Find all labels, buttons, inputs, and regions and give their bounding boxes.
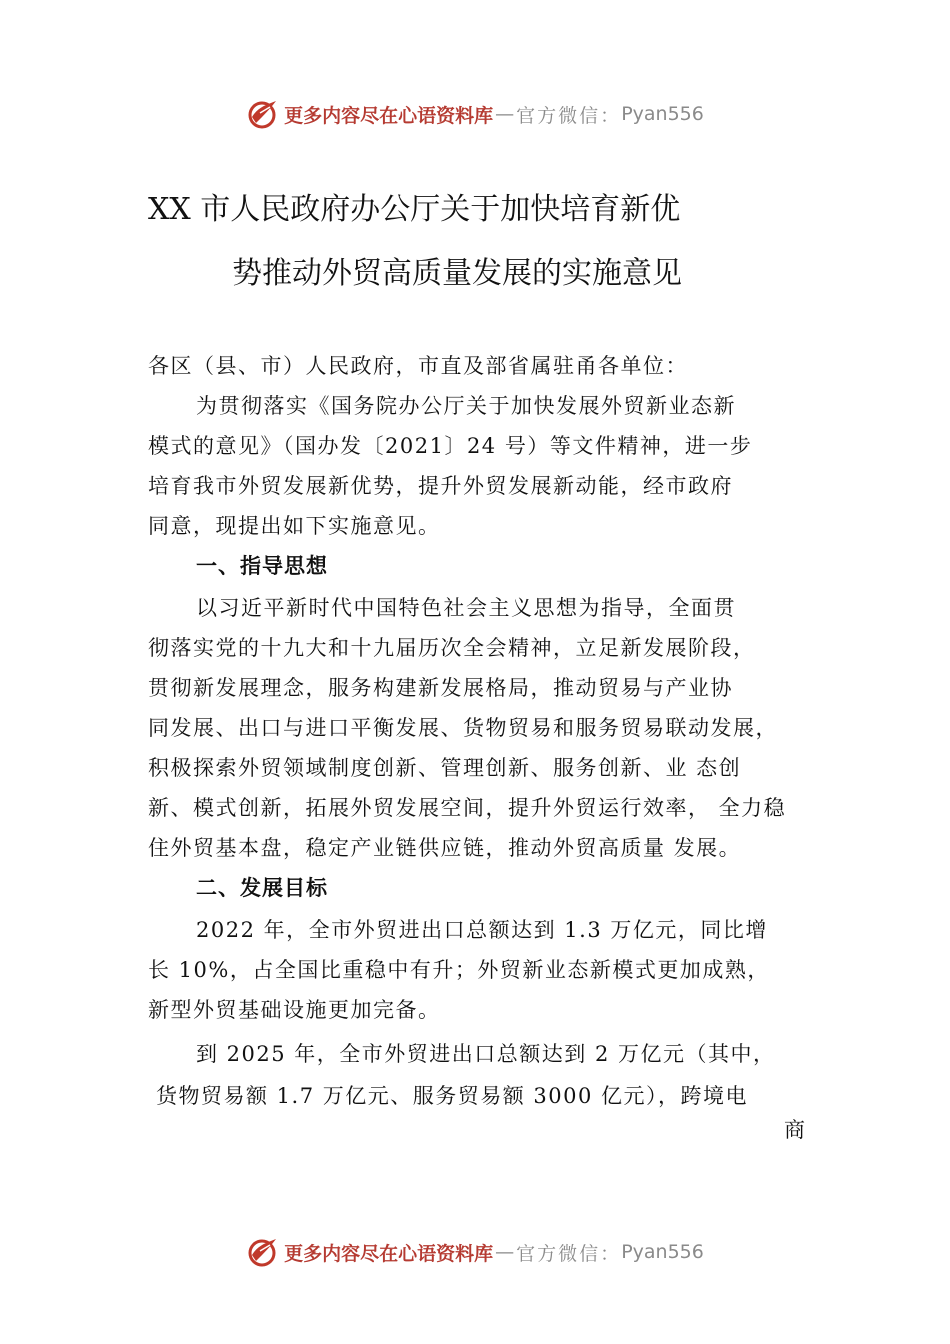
banner-wechat-label: 官方微信： — [516, 1242, 622, 1265]
banner-wechat-id: Pyan556 — [621, 1241, 704, 1263]
banner-wechat-id: Pyan556 — [621, 103, 704, 125]
brush-logo-icon — [246, 97, 280, 131]
para3-line: 到 2025 年，全市外贸进出口总额达到 2 万亿元（其中， — [196, 1042, 776, 1066]
footer-watermark-banner — [0, 1232, 950, 1272]
banner-dash: — — [495, 1241, 515, 1263]
section-heading-1: 一、指导思想 — [196, 554, 328, 578]
banner-dash: — — [495, 103, 515, 125]
para1-line: 贯彻新发展理念，服务构建新发展格局，推动贸易与产业协 — [148, 676, 733, 700]
salutation: 各区（县、市）人民政府，市直及部省属驻甬各单位： — [148, 354, 688, 378]
para3-line: 货物贸易额 1.7 万亿元、服务贸易额 3000 亿元），跨境电 — [156, 1084, 749, 1108]
section-heading-2: 二、发展目标 — [196, 876, 328, 900]
banner-text: 更多内容尽在心语资料库 — [284, 1242, 494, 1265]
para1-line: 同发展、出口与进口平衡发展、货物贸易和服务贸易联动发展， — [148, 716, 778, 740]
intro-line: 模式的意见》（国办发〔2021〕24 号）等文件精神，进一步 — [148, 434, 753, 458]
para2-line: 长 10%，占全国比重稳中有升；外贸新业态新模式更加成熟， — [148, 958, 770, 982]
para2-line: 新型外贸基础设施更加完备。 — [148, 998, 441, 1022]
para1-line: 住外贸基本盘，稳定产业链供应链，推动外贸高质量 发展。 — [148, 836, 742, 860]
para1-line: 彻落实党的十九大和十九届历次全会精神，立足新发展阶段， — [148, 636, 756, 660]
para1-line: 以习近平新时代中国特色社会主义思想为指导，全面贯 — [196, 596, 736, 620]
banner-wechat-label: 官方微信： — [516, 104, 622, 127]
para2-line: 2022 年，全市外贸进出口总额达到 1.3 万亿元，同比增 — [196, 918, 768, 942]
document-title-line-2: 势推动外贸高质量发展的实施意见 — [232, 256, 682, 291]
intro-line: 为贯彻落实《国务院办公厅关于加快发展外贸新业态新 — [196, 394, 736, 418]
para1-line: 新、模式创新，拓展外贸发展空间，提升外贸运行效率， 全力稳 — [148, 796, 787, 820]
brush-logo-icon — [246, 1235, 280, 1269]
document-title-line-1: XX 市人民政府办公厅关于加快培育新优 — [148, 192, 681, 227]
intro-line: 培育我市外贸发展新优势，提升外贸发展新动能，经市政府 — [148, 474, 733, 498]
para3-line: 商 — [784, 1118, 807, 1142]
intro-line: 同意，现提出如下实施意见。 — [148, 514, 441, 538]
para1-line: 积极探索外贸领域制度创新、管理创新、服务创新、业 态创 — [148, 756, 742, 780]
header-watermark-banner — [0, 94, 950, 134]
banner-text: 更多内容尽在心语资料库 — [284, 104, 494, 127]
